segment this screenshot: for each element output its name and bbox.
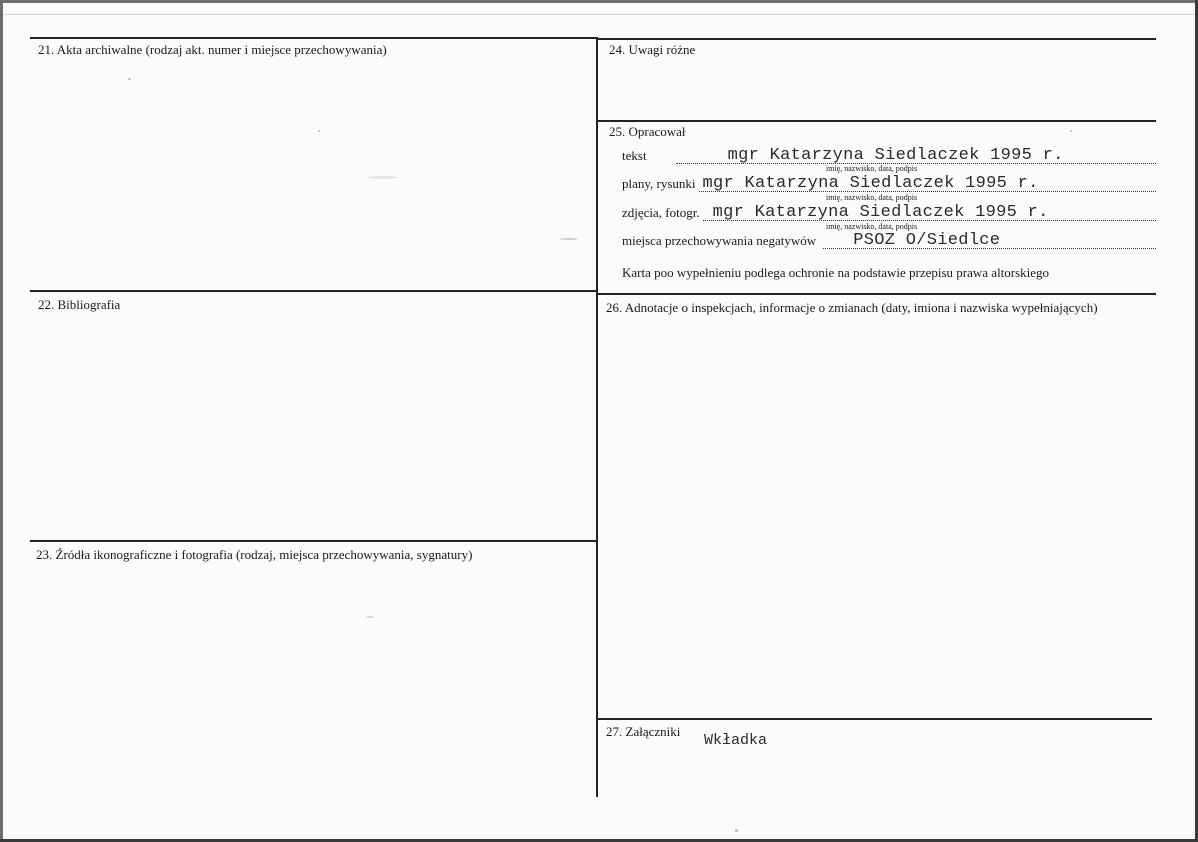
scan-speck — [735, 829, 738, 832]
page-border-top — [0, 0, 1198, 3]
author-row-photos-field — [703, 202, 1156, 221]
author-photos-value: mgr Katarzyna Siedlaczek 1995 r. — [712, 203, 1049, 222]
field-25-label: 25. Opracował — [609, 124, 686, 139]
scan-speck — [1070, 130, 1072, 132]
hint-text-2: imię, nazwisko, data, podpis — [826, 193, 918, 202]
field-27-label: 27. Załączniki — [606, 724, 681, 739]
author-row-plans-label: plany, rysunki — [622, 176, 696, 191]
author-row-text-field — [676, 145, 1156, 164]
hint-text-1: imię, nazwisko, data, podpis — [826, 164, 918, 173]
rule-26-27 — [598, 718, 1152, 720]
rule-24-25 — [598, 120, 1156, 122]
scan-speck — [366, 616, 374, 618]
field-22-label: 22. Bibliografia — [38, 297, 121, 312]
author-row-text-label: tekst — [622, 148, 647, 163]
rule-21-22 — [30, 290, 596, 292]
negatives-value: PSOZ O/Siedlce — [853, 231, 1001, 250]
negatives-label: miejsca przechowywania negatywów — [622, 233, 817, 248]
negatives-field — [823, 230, 1156, 249]
author-row-text — [622, 146, 1156, 164]
rule-22-23 — [30, 540, 596, 542]
negatives-row — [622, 231, 1156, 249]
author-text-value: mgr Katarzyna Siedlaczek 1995 r. — [727, 146, 1064, 165]
scan-speck — [368, 176, 398, 179]
page-border-left — [0, 0, 3, 842]
copyright-note: Karta poo wypełnieniu podlega ochronie na podstawie przepisu prawa altorskiego — [622, 265, 1050, 280]
field-23-label: 23. Źródła ikonograficzne i fotografia (rodzaj, miejsca przechowywania, sygnatury) — [36, 547, 473, 562]
author-plans-value: mgr Katarzyna Siedlaczek 1995 r. — [702, 174, 1039, 193]
field-24-label: 24. Uwagi różne — [609, 42, 696, 57]
field-26-label: 26. Adnotacje o inspekcjach, informacje o zmianach (daty, imiona i nazwiska wypełniających) — [606, 300, 1098, 315]
top-rule-right — [598, 38, 1156, 40]
page-border-top-inner — [0, 14, 1198, 15]
field-21-label: 21. Akta archiwalne (rodzaj akt. numer i miejsce przechowywania) — [38, 42, 387, 57]
attachment-value: Wkładka — [704, 732, 768, 749]
center-divider — [596, 37, 598, 797]
hint-text-3: imię, nazwisko, data, podpis — [826, 222, 918, 231]
author-row-plans-field — [699, 173, 1156, 192]
scan-speck — [318, 130, 320, 132]
top-rule-left — [30, 37, 596, 39]
scan-speck — [128, 78, 131, 80]
rule-25-26 — [598, 293, 1156, 295]
author-row-plans — [622, 174, 1156, 192]
scan-speck — [560, 238, 578, 240]
author-row-photos — [622, 203, 1156, 221]
author-row-photos-label: zdjęcia, fotogr. — [622, 205, 700, 220]
